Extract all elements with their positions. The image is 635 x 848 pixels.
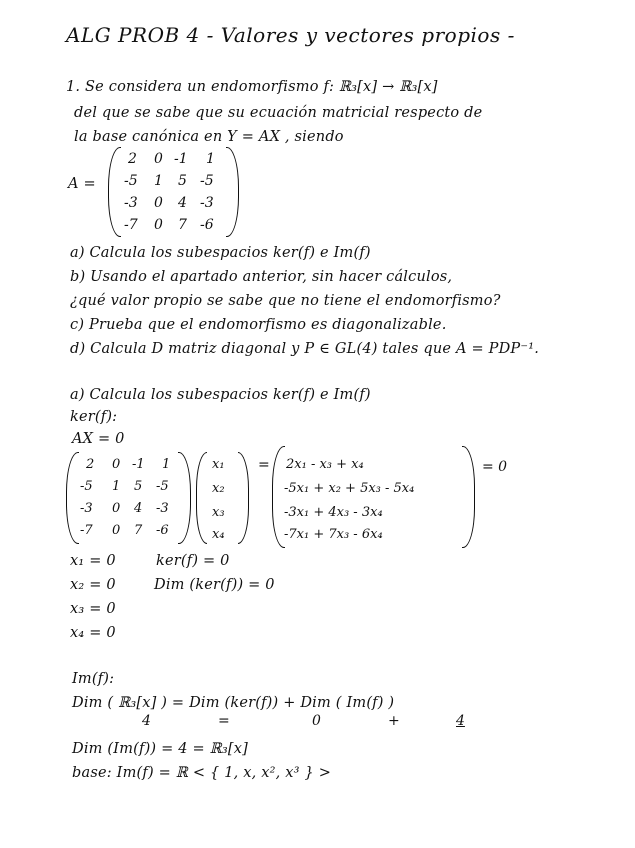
coef-cell: 2 bbox=[86, 457, 95, 472]
matrix-a-cell: 0 bbox=[154, 195, 163, 211]
equation-ax: AX = 0 bbox=[72, 431, 125, 447]
question-d: d) Calcula D matriz diagonal y P ∈ GL(4) tales que A = PDP⁻¹. bbox=[70, 341, 540, 357]
dim-value: 0 bbox=[312, 713, 321, 729]
result-cell: -7x₁ + 7x₃ - 6x₄ bbox=[284, 527, 383, 542]
matrix-a-cell: -5 bbox=[200, 173, 214, 189]
equals-zero: = 0 bbox=[482, 459, 508, 475]
dim-value: 4 bbox=[456, 713, 465, 729]
dim-value: + bbox=[388, 713, 400, 729]
result-cell: 2x₁ - x₃ + x₄ bbox=[286, 457, 364, 472]
matrix-a-cell: 0 bbox=[154, 217, 163, 233]
var-vector-left-bracket bbox=[196, 452, 207, 544]
matrix-a-cell: -5 bbox=[124, 173, 138, 189]
matrix-a-cell: 2 bbox=[128, 151, 137, 167]
result-right-bracket bbox=[462, 446, 475, 548]
coef-cell: -7 bbox=[80, 523, 93, 538]
coef-matrix-right-bracket bbox=[178, 452, 191, 544]
question-b-line-2: ¿qué valor propio se sabe que no tiene el endomorfismo? bbox=[70, 293, 501, 309]
matrix-a-right-bracket bbox=[226, 147, 239, 237]
dim-value: 4 bbox=[142, 713, 151, 729]
im-label: Im(f): bbox=[72, 671, 115, 687]
solution-heading: a) Calcula los subespacios ker(f) e Im(f) bbox=[70, 387, 371, 403]
dim-im: Dim (Im(f)) = 4 = ℝ₃[x] bbox=[72, 741, 249, 757]
result-cell: -3x₁ + 4x₃ - 3x₄ bbox=[284, 505, 383, 520]
equals-sign: = bbox=[258, 457, 270, 473]
coef-matrix-left-bracket bbox=[66, 452, 79, 544]
matrix-a-cell: 0 bbox=[154, 151, 163, 167]
dim-value: = bbox=[218, 713, 230, 729]
matrix-a-cell: 5 bbox=[178, 173, 187, 189]
value-x4: x₄ = 0 bbox=[70, 625, 116, 641]
value-x1: x₁ = 0 bbox=[70, 553, 116, 569]
matrix-a-cell: -6 bbox=[200, 217, 214, 233]
coef-cell: -5 bbox=[156, 479, 169, 494]
matrix-a-cell: 4 bbox=[178, 195, 187, 211]
matrix-a-cell: -1 bbox=[174, 151, 188, 167]
page-title: ALG PROB 4 - Valores y vectores propios - bbox=[66, 23, 515, 47]
var-vector-right-bracket bbox=[238, 452, 249, 544]
ker-result: ker(f) = 0 bbox=[156, 553, 230, 569]
coef-cell: -6 bbox=[156, 523, 169, 538]
matrix-a-cell: 1 bbox=[154, 173, 163, 189]
dim-ker: Dim (ker(f)) = 0 bbox=[154, 577, 275, 593]
question-b-line-1: b) Usando el apartado anterior, sin hacer cálculos, bbox=[70, 269, 453, 285]
dim-formula: Dim ( ℝ₃[x] ) = Dim (ker(f)) + Dim ( Im(f) ) bbox=[72, 695, 395, 711]
statement-line-2: del que se sabe que su ecuación matricial respecto de bbox=[74, 105, 483, 121]
coef-cell: -3 bbox=[80, 501, 93, 516]
matrix-a-cell: -7 bbox=[124, 217, 138, 233]
coef-cell: 0 bbox=[112, 457, 121, 472]
matrix-a-cell: -3 bbox=[200, 195, 214, 211]
coef-cell: 5 bbox=[134, 479, 143, 494]
base-im: base: Im(f) = ℝ < { 1, x, x², x³ } > bbox=[72, 765, 332, 781]
coef-cell: 1 bbox=[162, 457, 171, 472]
matrix-a-cell: 7 bbox=[178, 217, 187, 233]
statement-line-1: 1. Se considera un endomorfismo f: ℝ₃[x] → ℝ₃[x] bbox=[66, 79, 438, 95]
coef-cell: 1 bbox=[112, 479, 121, 494]
coef-cell: 7 bbox=[134, 523, 143, 538]
matrix-a-left-bracket bbox=[108, 147, 121, 237]
coef-cell: -5 bbox=[80, 479, 93, 494]
matrix-a-cell: -3 bbox=[124, 195, 138, 211]
value-x3: x₃ = 0 bbox=[70, 601, 116, 617]
coef-cell: 0 bbox=[112, 523, 121, 538]
question-a: a) Calcula los subespacios ker(f) e Im(f) bbox=[70, 245, 371, 261]
var-cell: x₁ bbox=[212, 457, 225, 472]
ker-label: ker(f): bbox=[70, 409, 118, 425]
coef-cell: 4 bbox=[134, 501, 143, 516]
matrix-a-cell: 1 bbox=[206, 151, 215, 167]
matrix-a-label: A = bbox=[68, 176, 96, 192]
var-cell: x₂ bbox=[212, 481, 225, 496]
coef-cell: 0 bbox=[112, 501, 121, 516]
coef-cell: -1 bbox=[132, 457, 145, 472]
question-c: c) Prueba que el endomorfismo es diagonalizable. bbox=[70, 317, 447, 333]
var-cell: x₃ bbox=[212, 505, 225, 520]
var-cell: x₄ bbox=[212, 527, 225, 542]
coef-cell: -3 bbox=[156, 501, 169, 516]
value-x2: x₂ = 0 bbox=[70, 577, 116, 593]
result-cell: -5x₁ + x₂ + 5x₃ - 5x₄ bbox=[284, 481, 415, 496]
statement-line-3: la base canónica en Y = AX , siendo bbox=[74, 129, 344, 145]
